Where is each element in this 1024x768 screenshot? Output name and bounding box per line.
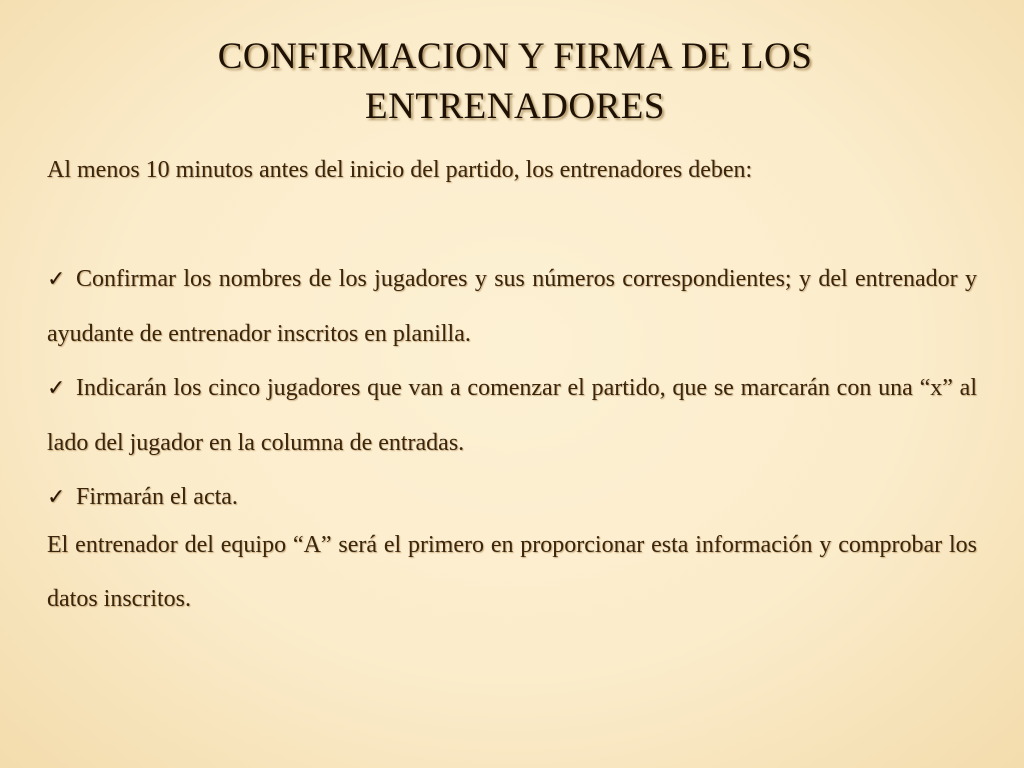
slide-title-line-1: CONFIRMACION Y FIRMA DE LOS	[217, 36, 813, 77]
slide-title	[100, 32, 930, 132]
checkmark-icon: ✓	[47, 485, 66, 510]
intro-paragraph: Al menos 10 minutos antes del inicio del partido, los entrenadores deben:	[47, 157, 753, 183]
list-item-text: Confirmar los nombres de los jugadores y sus números correspondientes; y del entrenador y ayudante de entrenador inscritos en planilla.	[47, 266, 977, 347]
requirements-list	[47, 252, 977, 525]
list-item-text: Firmarán el acta.	[76, 484, 238, 510]
closing-paragraph: El entrenador del equipo “A” será el primero en proporcionar esta información y comprobar los datos inscritos.	[47, 532, 977, 612]
list-item	[47, 470, 977, 525]
checkmark-icon: ✓	[47, 376, 66, 401]
list-item-text: Indicarán los cinco jugadores que van a comenzar el partido, que se marcarán con una “x” al lado del jugador en la columna de entradas.	[47, 375, 977, 456]
list-item	[47, 252, 977, 361]
list-item	[47, 361, 977, 470]
checkmark-icon: ✓	[47, 267, 66, 292]
slide-title-line-2: ENTRENADORES	[365, 86, 665, 127]
